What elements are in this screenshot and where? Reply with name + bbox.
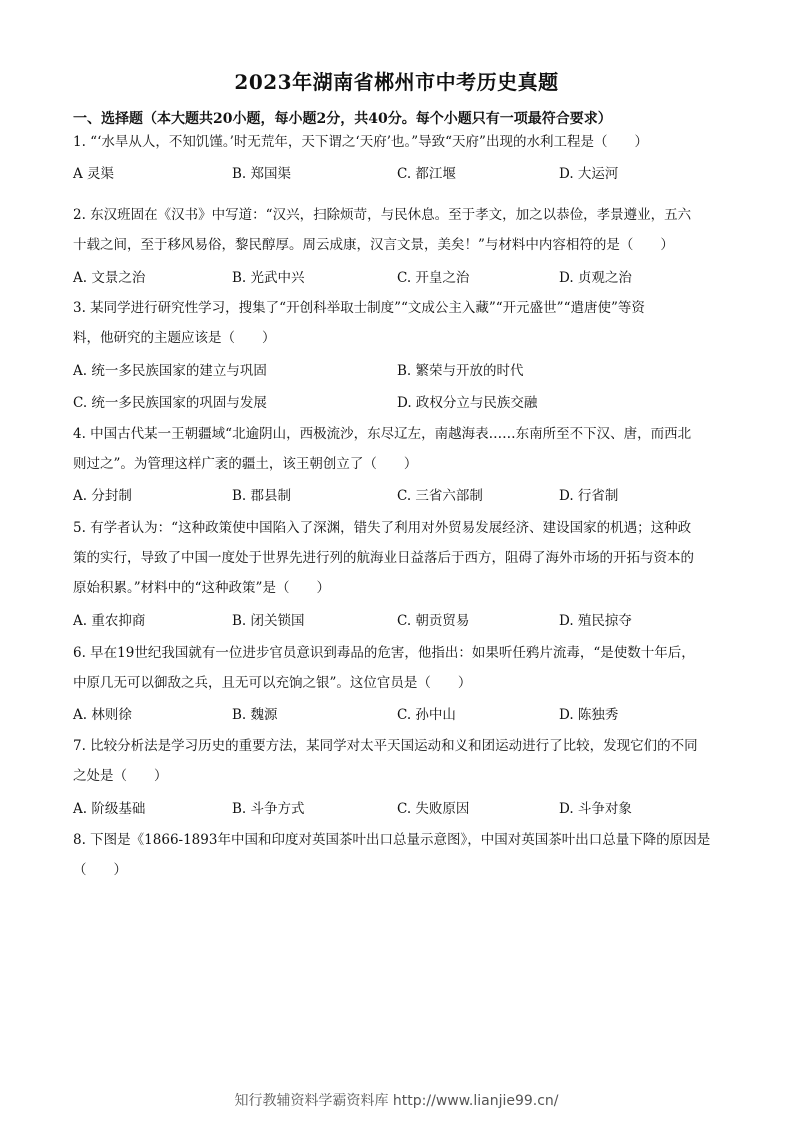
question-3-option-c: C. 统一多民族国家的巩固与发展 — [73, 395, 267, 411]
question-3-option-d: D. 政权分立与民族交融 — [397, 395, 538, 411]
question-6-option-c: C. 孙中山 — [397, 707, 456, 723]
question-2-line-2: 十载之间，至于移风易俗，黎民醇厚。周云成康，汉言文景，美矣！”与材料中内容相符的是（ ） — [73, 237, 674, 253]
question-8-line-2: （ ） — [73, 862, 127, 878]
question-2-option-a: A. 文景之治 — [73, 270, 146, 286]
question-3-option-b: B. 繁荣与开放的时代 — [397, 363, 524, 379]
question-4-option-d: D. 行省制 — [559, 488, 619, 504]
question-3-option-a: A. 统一多民族国家的建立与巩固 — [73, 363, 267, 379]
question-5-line-2: 策的实行，导致了中国一度处于世界先进行列的航海业日益落后于西方，阻碍了海外市场的开拓与资本的 — [73, 550, 694, 566]
question-7-option-d: D. 斗争对象 — [559, 801, 632, 817]
footer-watermark: 知行教辅资料学霸资料库 http://www.lianjie99.cn/ — [234, 1093, 559, 1109]
question-5-line-3: 原始积累。”材料中的“这种政策”是（ ） — [73, 580, 330, 596]
question-4-option-b: B. 郡县制 — [232, 488, 292, 504]
question-7-option-c: C. 失败原因 — [397, 801, 470, 817]
question-6-option-a: A. 林则徐 — [73, 707, 132, 723]
question-2-option-d: D. 贞观之治 — [559, 270, 632, 286]
question-1-option-c: C. 都江堰 — [397, 166, 456, 182]
question-1-option-a: A 灵渠 — [73, 166, 115, 182]
question-1-line-1: 1. “‘水旱从人，不知饥馑。’时无荒年，天下谓之‘天府’也。”导致“天府”出现的水利工程是（ ） — [73, 134, 648, 150]
question-7-line-2: 之处是（ ） — [73, 768, 168, 784]
question-5-option-a: A. 重农抑商 — [73, 613, 146, 629]
question-3-line-2: 料，他研究的主题应该是（ ） — [73, 330, 276, 346]
section-heading: 一、选择题（本大题共20小题，每小题2分，共40分。每个小题只有一项最符合要求） — [73, 111, 612, 127]
question-2-option-b: B. 光武中兴 — [232, 270, 305, 286]
question-2-option-c: C. 开皇之治 — [397, 270, 470, 286]
question-5-line-1: 5. 有学者认为：“这种政策使中国陷入了深渊，错失了利用对外贸易发展经济、建设国家的机遇；这种政 — [73, 520, 692, 536]
question-6-option-b: B. 魏源 — [232, 707, 278, 723]
question-5-option-b: B. 闭关锁国 — [232, 613, 305, 629]
question-6-option-d: D. 陈独秀 — [559, 707, 619, 723]
question-4-option-a: A. 分封制 — [73, 488, 132, 504]
question-4-line-1: 4. 中国古代某一王朝疆域“北逾阴山，西极流沙，东尽辽左，南越海表……东南所至不下汉、唐，而西北 — [73, 426, 692, 442]
question-3-line-1: 3. 某同学进行研究性学习，搜集了“开创科举取士制度”“文成公主入藏”“开元盛世”“遣唐使”等资 — [73, 300, 645, 316]
question-5-option-d: D. 殖民掠夺 — [559, 613, 632, 629]
question-7-option-b: B. 斗争方式 — [232, 801, 305, 817]
question-2-line-1: 2. 东汉班固在《汉书》中写道：“汉兴，扫除烦苛，与民休息。至于孝文，加之以恭俭，孝景遵业，五六 — [73, 207, 692, 223]
question-1-option-b: B. 郑国渠 — [232, 166, 292, 182]
page-title: 2023年湖南省郴州市中考历史真题 — [234, 70, 559, 94]
question-6-line-2: 中原几无可以御敌之兵，且无可以充饷之银”。这位官员是（ ） — [73, 675, 472, 691]
question-7-line-1: 7. 比较分析法是学习历史的重要方法，某同学对太平天国运动和义和团运动进行了比较，发现它们的不同 — [73, 738, 698, 754]
question-5-option-c: C. 朝贡贸易 — [397, 613, 470, 629]
question-1-option-d: D. 大运河 — [559, 166, 619, 182]
question-8-line-1: 8. 下图是《1866-1893年中国和印度对英国茶叶出口总量示意图》，中国对英国茶叶出口总量下降的原因是 — [73, 832, 711, 848]
question-4-option-c: C. 三省六部制 — [397, 488, 483, 504]
question-7-option-a: A. 阶级基础 — [73, 801, 146, 817]
question-6-line-1: 6. 早在19世纪我国就有一位进步官员意识到毒品的危害，他指出：如果听任鸦片流毒，“是使数十年后， — [73, 645, 695, 661]
question-4-line-2: 则过之”。为管理这样广袤的疆土，该王朝创立了（ ） — [73, 456, 418, 472]
